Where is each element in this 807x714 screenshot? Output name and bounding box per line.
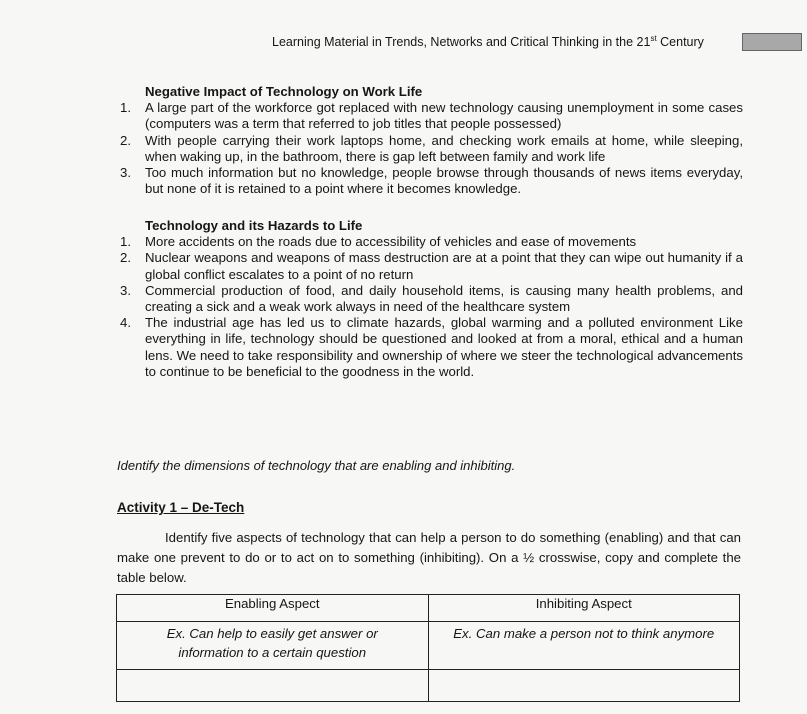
header-bar [742,33,802,51]
hazards-list [117,234,743,380]
item-text: A large part of the workforce got replaced with new technology causing unemployment in some cases (computers was a term that referred to job titles that people possessed) [145,100,743,132]
item-number: 1. [120,234,131,250]
header-title: Learning Material in Trends, Networks and Critical Thinking in the 21 [272,35,651,50]
item-number: 2. [120,250,131,266]
negative-impact-title: Negative Impact of Technology on Work Life [145,84,423,99]
activity-description: Identify five aspects of technology that can help a person to do something (enabling) and that can make one prevent to do or to act on to something (inhibiting). On a ½ crosswise, copy and complete the table below. [117,530,741,585]
list-item [117,100,743,132]
list-item [117,250,743,282]
instruction-text: Identify the dimensions of technology that are enabling and inhibiting. [117,458,516,473]
hazards-section [117,218,743,380]
hazards-title: Technology and its Hazards to Life [145,218,363,233]
item-text: With people carrying their work laptops home, and checking work emails at home, while sleeping, when waking up, in the bathroom, there is gap left between family and work life [145,132,743,164]
item-number: 2. [120,132,131,148]
item-text: Too much information but no knowledge, people browse through thousands of news items everyday, but none of it is retained to a point where it becomes knowledge. [145,165,743,197]
item-number: 1. [120,100,131,116]
item-text: Commercial production of food, and daily household items, is causing many health problems, and creating a sick and a weak work always in need of the healthcare system [145,282,743,315]
item-text: Nuclear weapons and weapons of mass destruction are at a point that they can wipe out humanity if a global conflict escalates to a point of no return [145,250,743,282]
list-item [117,283,743,315]
example-enabling-cell: Ex. Can help to easily get answer or information to a certain question [117,622,429,670]
item-number: 4. [120,315,131,331]
list-item [117,234,743,250]
header-title-end: Century [656,35,704,50]
example-inhibiting-cell: Ex. Can make a person not to think anymore [428,622,740,670]
header-superscript: st [650,34,657,43]
item-text: More accidents on the roads due to accessibility of vehicles and ease of movements [145,234,637,250]
item-text: The industrial age has led us to climate hazards, global warming and a polluted environment Like everything in life, technology should be questioned and looked at from a moral, ethical and a human lens. We need to take responsibility and ownership of where we steer the technological advancements to continue to be beneficial to the goodness in the world. [145,315,743,379]
negative-impact-list [117,100,743,197]
table-row [117,670,740,702]
blank-inhibiting-cell [428,670,740,702]
table-row [117,622,740,670]
activity-title: Activity 1 – De-Tech [117,500,245,515]
activity-table [116,594,740,702]
list-item [117,315,743,380]
page-header [272,34,704,49]
table-header-row [117,595,740,622]
list-item [117,165,743,197]
list-item [117,133,743,165]
item-number: 3. [120,165,131,181]
inhibiting-aspect-header: Inhibiting Aspect [428,595,740,622]
blank-enabling-cell [117,670,429,702]
item-number: 3. [120,282,131,298]
enabling-aspect-header: Enabling Aspect [117,595,429,622]
negative-impact-section [117,84,743,197]
